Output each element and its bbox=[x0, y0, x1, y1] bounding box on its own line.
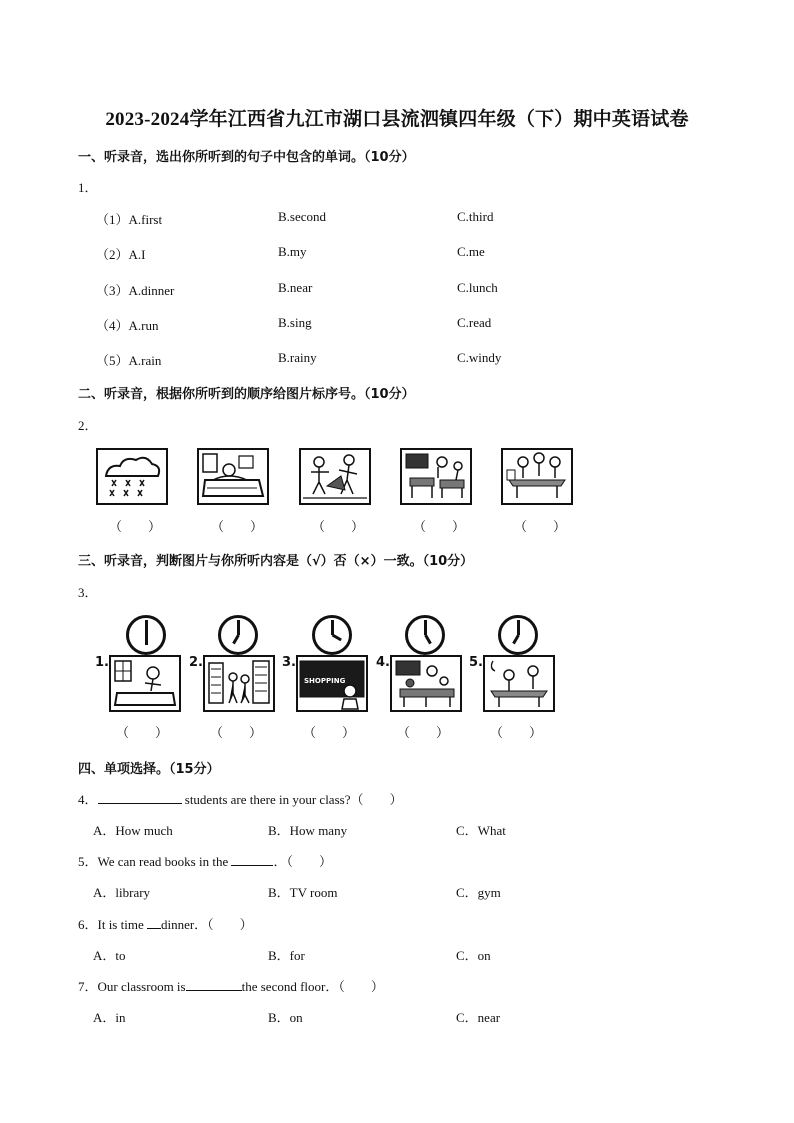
item-number: 3. bbox=[282, 655, 296, 670]
question-4 bbox=[78, 789, 402, 808]
option-b[interactable]: B．TV room bbox=[268, 885, 338, 900]
option-b[interactable]: B.rainy bbox=[278, 350, 317, 365]
answer-blank[interactable]: （ ） bbox=[211, 519, 264, 534]
answer-blank[interactable]: （ ） bbox=[116, 725, 169, 740]
option-a[interactable]: （5）A.rain bbox=[96, 353, 162, 368]
option-a[interactable]: A．to bbox=[93, 948, 126, 963]
option-b[interactable]: B．for bbox=[268, 948, 305, 963]
answer-blank[interactable]: （ ） bbox=[490, 725, 543, 740]
option-c[interactable]: C.windy bbox=[457, 350, 502, 365]
section2-heading: 二、听录音，根据你所听到的顺序给图片标序号。（10分） bbox=[78, 387, 415, 402]
choice-row bbox=[96, 280, 736, 300]
option-a[interactable]: （3）A.dinner bbox=[96, 283, 175, 298]
option-c[interactable]: C．What bbox=[456, 823, 506, 838]
option-a[interactable]: A．in bbox=[93, 1010, 126, 1025]
option-b[interactable]: B.sing bbox=[278, 315, 312, 330]
fill-blank[interactable] bbox=[186, 978, 242, 991]
classroom-picture bbox=[400, 448, 472, 505]
clock-icon bbox=[312, 615, 352, 655]
clock-icon bbox=[218, 615, 258, 655]
section1-heading: 一、听录音，选出你所听到的句子中包含的单词。（10分） bbox=[78, 150, 415, 165]
page-title: 2023-2024学年江西省九江市湖口县流泗镇四年级（下）期中英语试卷 bbox=[105, 109, 689, 130]
question-5-text: 5．We can read books in the bbox=[78, 854, 232, 869]
section4-heading: 四、单项选择。（15分） bbox=[78, 762, 220, 777]
question-4-number: 4． bbox=[78, 792, 98, 807]
playing-picture bbox=[299, 448, 371, 505]
option-b[interactable]: B.my bbox=[278, 244, 307, 259]
clock-icon bbox=[126, 615, 166, 655]
choice-row bbox=[96, 244, 736, 264]
going-to-school-picture bbox=[203, 655, 275, 712]
option-a[interactable]: （1）A.first bbox=[96, 212, 163, 227]
class-picture bbox=[390, 655, 462, 712]
section3-heading: 三、听录音，判断图片与你所听内容是（√）否（×）一致。（10分） bbox=[78, 554, 474, 569]
item-number: 4. bbox=[376, 655, 390, 670]
fill-blank[interactable] bbox=[231, 853, 273, 866]
fill-blank[interactable] bbox=[147, 916, 161, 929]
fill-blank[interactable] bbox=[98, 791, 182, 804]
option-c[interactable]: C.third bbox=[457, 209, 494, 224]
question-6-end: dinner．（ ） bbox=[160, 917, 253, 932]
option-a[interactable]: （4）A.run bbox=[96, 318, 159, 333]
option-b[interactable]: B．How many bbox=[268, 823, 348, 838]
question-6-text: 6．It is time bbox=[78, 917, 147, 932]
dinner-picture bbox=[501, 448, 573, 505]
option-b[interactable]: B.near bbox=[278, 280, 313, 295]
item-number: 5. bbox=[469, 655, 483, 670]
answer-blank[interactable]: （ ） bbox=[303, 725, 356, 740]
clock-icon bbox=[498, 615, 538, 655]
option-c[interactable]: C．on bbox=[456, 948, 491, 963]
shopping-picture bbox=[296, 655, 368, 712]
question-4-text: students are there in your class?（ ） bbox=[181, 792, 403, 807]
question-6 bbox=[78, 914, 253, 933]
option-c[interactable]: C.read bbox=[457, 315, 492, 330]
question-7-end: the second floor．（ ） bbox=[241, 979, 384, 994]
option-a[interactable]: （2）A.I bbox=[96, 247, 146, 262]
option-c[interactable]: C.lunch bbox=[457, 280, 498, 295]
option-b[interactable]: B．on bbox=[268, 1010, 303, 1025]
answer-blank[interactable]: （ ） bbox=[109, 519, 162, 534]
choice-row bbox=[96, 209, 736, 229]
option-c[interactable]: C.me bbox=[457, 244, 485, 259]
question-number-1: 1． bbox=[78, 180, 98, 195]
waking-up-picture bbox=[109, 655, 181, 712]
answer-blank[interactable]: （ ） bbox=[413, 519, 466, 534]
answer-blank[interactable]: （ ） bbox=[210, 725, 263, 740]
sleeping-picture bbox=[197, 448, 269, 505]
answer-blank[interactable]: （ ） bbox=[312, 519, 365, 534]
option-a[interactable]: A．How much bbox=[93, 823, 173, 838]
choice-row bbox=[96, 315, 736, 335]
question-number-3: 3． bbox=[78, 585, 98, 600]
question-7 bbox=[78, 976, 384, 995]
snow-cloud-picture bbox=[96, 448, 168, 505]
option-c[interactable]: C．near bbox=[456, 1010, 501, 1025]
question-5-end: ．（ ） bbox=[273, 854, 332, 869]
item-number: 1. bbox=[95, 655, 109, 670]
shopping-sign: SHOPPING bbox=[304, 677, 346, 685]
clock-icon bbox=[405, 615, 445, 655]
evening-picture bbox=[483, 655, 555, 712]
option-a[interactable]: A．library bbox=[93, 885, 151, 900]
question-number-2: 2． bbox=[78, 418, 98, 433]
option-c[interactable]: C．gym bbox=[456, 885, 501, 900]
choice-row bbox=[96, 350, 736, 370]
question-5 bbox=[78, 851, 332, 870]
answer-blank[interactable]: （ ） bbox=[397, 725, 450, 740]
item-number: 2. bbox=[189, 655, 203, 670]
answer-blank[interactable]: （ ） bbox=[514, 519, 567, 534]
option-b[interactable]: B.second bbox=[278, 209, 327, 224]
question-7-text: 7．Our classroom is bbox=[78, 979, 186, 994]
